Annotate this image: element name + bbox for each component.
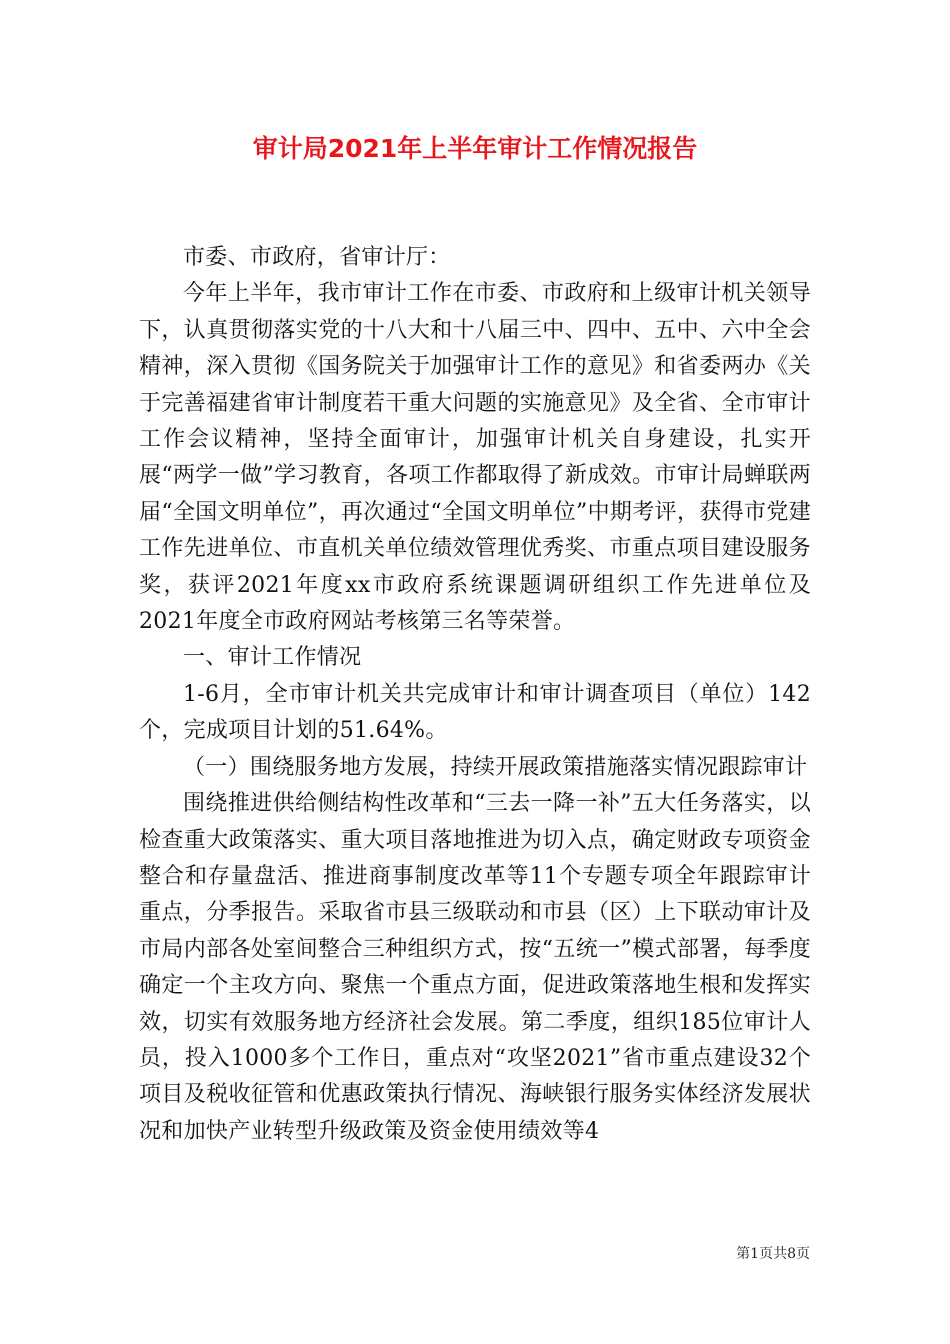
subsection-heading-1: （一）围绕服务地方发展，持续开展政策措施落实情况跟踪审计 (183, 754, 808, 780)
document-title: 审计局2021年上半年审计工作情况报告 (252, 134, 698, 163)
paragraph-summary: 1-6月，全市审计机关共完成审计和审计调查项目（单位）142个，完成项目计划的51.64%。 (139, 681, 811, 744)
paragraph-intro: 今年上半年，我市审计工作在市委、市政府和上级审计机关领导下，认真贯彻落实党的十八大和十八届三中、四中、五中、六中全会精神，深入贯彻《国务院关于加强审计工作的意见》和省委两办《关于完善福建省审计制度若干重大问题的实施意见》及全省、全市审计工作会议精神，坚持全面审计，加强审计机关自身建设，扎实开展“两学一做”学习教育，各项工作都取得了新成效。市审计局蝉联两届“全国文明单位”，再次通过“全国文明单位”中期考评，获得市党建工作先进单位、市直机关单位绩效管理优秀奖、市重点项目建设服务奖，获评2021年度xx市政府系统课题调研组织工作先进单位及2021年度全市政府网站考核第三名等荣誉。 (139, 281, 811, 635)
paragraph-policy-audit: 围绕推进供给侧结构性改革和“三去一降一补”五大任务落实，以检查重大政策落实、重大项目落地推进为切入点，确定财政专项资金整合和存量盘活、推进商事制度改革等11个专题专项全年跟踪审计重点，分季报告。采取省市县三级联动和市县（区）上下联动审计及市局内部各处室间整合三种组织方式，按“五统一”模式部署，每季度确定一个主攻方向、聚焦一个重点方面，促进政策落地生根和发挥实效，切实有效服务地方经济社会发展。第二季度，组织185位审计人员，投入1000多个工作日，重点对“攻坚2021”省市重点建设32个项目及税收征管和优惠政策执行情况、海峡银行服务实体经济发展状况和加快产业转型升级政策及资金使用绩效等4 (139, 791, 811, 1144)
page-number: 第1页共8页 (736, 1246, 810, 1262)
document-body (139, 240, 811, 1150)
salutation: 市委、市政府，省审计厅： (183, 245, 451, 270)
section-heading-1: 一、审计工作情况 (183, 645, 362, 671)
